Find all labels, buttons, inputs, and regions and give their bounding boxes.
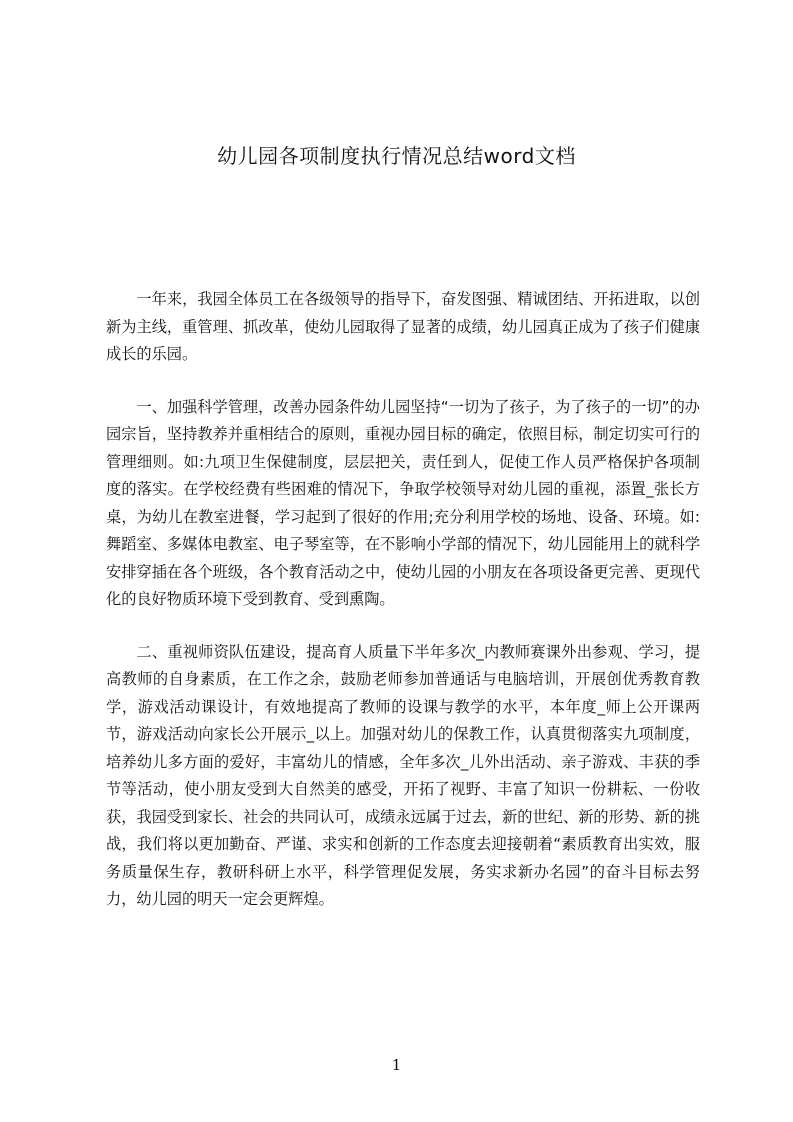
document-title: 幼儿园各项制度执行情况总结word文档	[217, 144, 576, 168]
paragraph-teachers: 二、重视师资队伍建设，提高育人质量下半年多次_内教师赛课外出参观、学习，提高教师的自身素质，在工作之余，鼓励老师参加普通话与电脑培训，开展创优秀教育教学，游戏活动课设计，有效地提高了教师的设课与教学的水平，本年度_师上公开课两节，游戏活动向家长公开展示_以上。加强对幼儿的保教工作，认真贯彻落实九项制度，培养幼儿多方面的爱好，丰富幼儿的情感，全年多次_儿外出活动、亲子游戏、丰获的季节等活动，使小朋友受到大自然美的感受，开拓了视野、丰富了知识一份耕耘、一份收获，我园受到家长、社会的共同认可，成绩永远属于过去，新的世纪、新的形势、新的挑战，我们将以更加勤奋、严谨、求实和创新的工作态度去迎接朝着“素质教育出实效，服务质量保生存，教研科研上水平，科学管理促发展，务实求新办名园”的奋斗目标去努力，幼儿园的明天一定会更辉煌。	[106, 642, 700, 908]
paragraph-management: 一、加强科学管理，改善办园条件幼儿园坚持“一切为了孩子，为了孩子的一切”的办园宗旨，坚持教养并重相结合的原则，重视办园目标的确定，依照目标，制定切实可行的管理细则。如:九项卫生保健制度，层层把关，责任到人，促使工作人员严格保护各项制度的落实。在学校经费有些困难的情况下，争取学校领导对幼儿园的重视，添置_张长方桌，为幼儿在教室进餐，学习起到了很好的作用;充分利用学校的场地、设备、环境。如:舞蹈室、多媒体电教室、电子琴室等，在不影响小学部的情况下，幼儿园能用上的就科学安排穿插在各个班级，各个教育活动之中，使幼儿园的小朋友在各项设备更完善、更现代化的良好物质环境下受到教育、受到熏陶。	[106, 397, 700, 608]
paragraph-intro: 一年来，我园全体员工在各级领导的指导下，奋发图强、精诚团结、开拓进取，以创新为主线，重管理、抓改革，使幼儿园取得了显著的成绩，幼儿园真正成为了孩子们健康成长的乐园。	[106, 290, 700, 363]
page-number: 1	[391, 1056, 402, 1074]
document-body	[106, 286, 700, 939]
